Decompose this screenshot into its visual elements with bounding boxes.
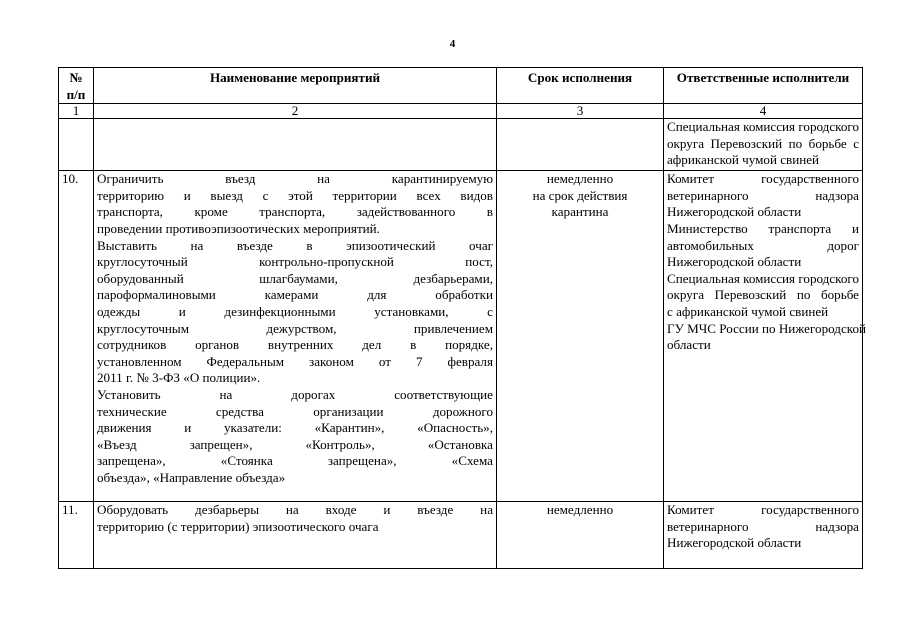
responsible-line: области: [667, 337, 711, 353]
measure-name-line: одежды и дезинфекционными установками, с: [97, 303, 493, 319]
header-num: № п/п: [59, 68, 94, 104]
measure-name-line: оборудованный шлагбаумами, дезбарьерами,: [97, 270, 493, 286]
responsible-line: Комитет государственного: [667, 171, 859, 187]
responsible-executors: [664, 502, 863, 569]
deadline-line: немедленно: [546, 171, 614, 187]
row-number: 10.: [59, 171, 94, 502]
responsible-line: автомобильных дорог: [667, 237, 859, 253]
measure-name-line: круглосуточный контрольно-пропускной пост,: [97, 254, 493, 270]
measure-name-line: технические средства организации дорожного: [97, 403, 493, 419]
measure-name-line: «Въезд запрещен», «Контроль», «Остановка: [97, 436, 493, 452]
column-number: 1: [59, 104, 94, 119]
row-number: [59, 119, 94, 171]
responsible-executors: [664, 171, 867, 502]
measure-name-line: Выставить на въезде в эпизоотический очаг: [97, 237, 493, 253]
responsible-line: Нижегородской области: [667, 254, 802, 270]
page-number: 4: [449, 38, 456, 50]
measure-name-line: территорию и выезд с этой территории всех видов: [97, 187, 493, 203]
column-number: 2: [94, 104, 497, 119]
responsible-line: Специальная комиссия городского: [667, 270, 859, 286]
responsible-line: ГУ МЧС России по Нижегородской: [667, 320, 867, 336]
responsible-line: Министерство транспорта и: [667, 220, 859, 236]
measure-name-line: запрещена», «Стоянка запрещена», «Схема: [97, 453, 493, 469]
responsible-line: округа Перевозский по борьбе с: [667, 135, 859, 151]
responsible-line: Нижегородской области: [667, 535, 802, 551]
responsible-line: с африканской чумой свиней: [667, 303, 829, 319]
measure-name-line: объезда», «Направление объезда»: [97, 469, 286, 485]
responsible-line: ветеринарного надзора: [667, 518, 859, 534]
deadline: [497, 171, 664, 502]
measures-table: [58, 67, 867, 569]
responsible-line: округа Перевозский по борьбе: [667, 287, 859, 303]
measure-name-line: движения и указатели: «Карантин», «Опасность»,: [97, 420, 493, 436]
measure-name-line: проведении противоэпизоотических мероприятий.: [97, 220, 380, 236]
measure-name: [94, 502, 497, 569]
deadline-line: немедленно: [546, 502, 614, 518]
deadline: [497, 502, 664, 569]
column-number: 3: [497, 104, 664, 119]
measure-name-line: Ограничить въезд на карантинируемую: [97, 171, 493, 187]
deadline-line: карантина: [551, 204, 609, 220]
measure-name-line: территорию (с территории) эпизоотического очага: [97, 518, 379, 534]
header-name: Наименование мероприятий: [94, 68, 497, 104]
table-row: [59, 171, 863, 502]
column-number: 4: [664, 104, 863, 119]
measure-name: [94, 171, 497, 502]
responsible-line: Нижегородской области: [667, 204, 802, 220]
measure-name-line: Установить на дорогах соответствующие: [97, 386, 493, 402]
responsible-line: Специальная комиссия городского: [667, 119, 859, 135]
measure-name: [94, 119, 497, 171]
table-row: [59, 119, 863, 171]
table-header-row: [59, 68, 863, 104]
responsible-line: ветеринарного надзора: [667, 187, 859, 203]
table-row: [59, 502, 863, 569]
measure-name-line: установленном Федеральным законом от 7 февраля: [97, 353, 493, 369]
row-number: 11.: [59, 502, 94, 569]
deadline-line: на срок действия: [532, 187, 628, 203]
measure-name-line: круглосуточным дежурством, привлечением: [97, 320, 493, 336]
responsible-executors: [664, 119, 863, 171]
measure-name-line: пароформалиновыми камерами для обработки: [97, 287, 493, 303]
measure-name-line: Оборудовать дезбарьеры на входе и въезде на: [97, 502, 493, 518]
column-number-row: [59, 104, 863, 119]
header-resp: Ответственные исполнители: [664, 68, 863, 104]
measure-name-line: транспорта, кроме транспорта, задействованного в: [97, 204, 493, 220]
measure-name-line: 2011 г. № 3-ФЗ «О полиции».: [97, 370, 261, 386]
deadline: [497, 119, 664, 171]
responsible-line: Комитет государственного: [667, 502, 859, 518]
header-term: Срок исполнения: [497, 68, 664, 104]
responsible-line: африканской чумой свиней: [667, 152, 820, 168]
measure-name-line: сотрудников органов внутренних дел в порядке,: [97, 337, 493, 353]
